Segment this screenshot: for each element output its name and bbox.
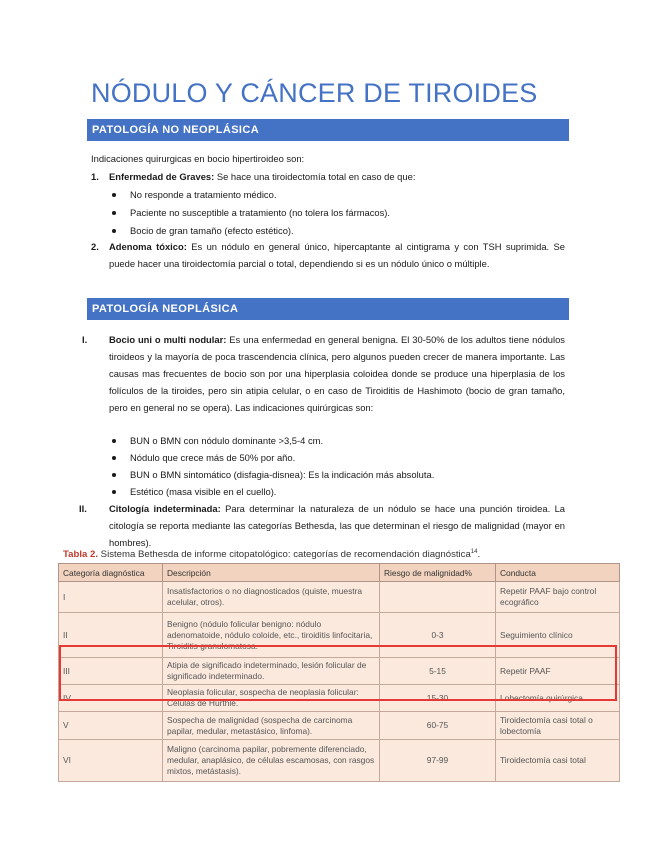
list-item-graves: Enfermedad de Graves: Se hace una tiroidectomía total en caso de que: bbox=[109, 171, 416, 182]
column-header: Riesgo de malignidad% bbox=[380, 564, 496, 582]
column-header: Conducta bbox=[496, 564, 620, 582]
column-header: Categoría diagnóstica bbox=[59, 564, 163, 582]
section-header-no-neoplasica: PATOLOGÍA NO NEOPLÁSICA bbox=[87, 119, 569, 141]
table-cell: IV bbox=[59, 685, 163, 712]
bullet-icon bbox=[112, 490, 116, 494]
table-cell: Tiroidectomía casi total bbox=[496, 740, 620, 782]
list-item: Estético (masa visible en el cuello). bbox=[130, 486, 277, 497]
table-cell: III bbox=[59, 658, 163, 685]
table-cell: Lobectomía quirúrgica bbox=[496, 685, 620, 712]
bullet-icon bbox=[112, 439, 116, 443]
page-title: NÓDULO Y CÁNCER DE TIROIDES bbox=[91, 78, 538, 108]
table-cell: Sospecha de malignidad (sospecha de carcinoma papilar, medular, metastásico, linfoma). bbox=[163, 712, 380, 740]
intro-text: Indicaciones quirurgicas en bocio hipertiroideo son: bbox=[91, 153, 305, 164]
table-cell: 97-99 bbox=[380, 740, 496, 782]
bullet-icon bbox=[112, 211, 116, 215]
table-cell: Maligno (carcinoma papilar, pobremente diferenciado, medular, anaplásico, de células escamosas, con rasgos mixtos, metástasis). bbox=[163, 740, 380, 782]
table-cell: Seguimiento clínico bbox=[496, 613, 620, 658]
list-item: BUN o BMN con nódulo dominante >3,5-4 cm. bbox=[130, 435, 324, 446]
table-cell: V bbox=[59, 712, 163, 740]
list-number: II. bbox=[79, 503, 87, 514]
column-header: Descripción bbox=[163, 564, 380, 582]
list-number: I. bbox=[82, 334, 88, 345]
table-cell: Neoplasia folicular, sospecha de neoplasia folicular: Células de Hürthle. bbox=[163, 685, 380, 712]
list-item: Nódulo que crece más de 50% por año. bbox=[130, 452, 296, 463]
list-item: BUN o BMN sintomático (disfagia-disnea): Es la indicación más absoluta. bbox=[130, 469, 435, 480]
table-cell: 15-30 bbox=[380, 685, 496, 712]
table-cell: Insatisfactorios o no diagnosticados (quiste, muestra acelular, otros). bbox=[163, 582, 380, 613]
bullet-icon bbox=[112, 229, 116, 233]
list-item: Bocio de gran tamaño (efecto estético). bbox=[130, 225, 294, 236]
table-cell: 5-15 bbox=[380, 658, 496, 685]
list-item: Paciente no susceptible a tratamiento (no tolera los fármacos). bbox=[130, 207, 391, 218]
list-item-citologia: Citología indeterminada: Para determinar la naturaleza de un nódulo se hace una punción tiroidea. La citología se reporta mediante las categorías Bethesda, las que determinan el riesgo de malignidad (mayor en hombres). bbox=[109, 503, 565, 548]
table-cell: II bbox=[59, 613, 163, 658]
bullet-icon bbox=[112, 473, 116, 477]
table-cell: 60-75 bbox=[380, 712, 496, 740]
list-number: 2. bbox=[91, 241, 99, 252]
table-caption: Tabla 2. Sistema Bethesda de informe citopatológico: categorías de recomendación diagnóstica$^{14}$. bbox=[63, 549, 481, 561]
highlight-box bbox=[59, 645, 617, 701]
table-cell: Repetir PAAF bbox=[496, 658, 620, 685]
table-cell: Benigno (nódulo folicular benigno: nódulo adenomatoide, nódulo coloide, etc., tiroiditis linfocitaria, Tiroiditis granulomatosa. bbox=[163, 613, 380, 658]
table-row bbox=[59, 740, 620, 782]
table-cell: I bbox=[59, 582, 163, 613]
table-row bbox=[59, 712, 620, 740]
table-cell bbox=[380, 582, 496, 613]
table-header-row bbox=[59, 564, 620, 582]
list-item-adenoma: Adenoma tóxico: Es un nódulo en general único, hipercaptante al cintigrama y con TSH suprimida. Se puede hacer una tiroidectomía parcial o total, dependiendo si es un nódulo único o múltiple. bbox=[109, 241, 565, 269]
list-item: No responde a tratamiento médico. bbox=[130, 189, 277, 200]
table-cell: Repetir PAAF bajo control ecográfico bbox=[496, 582, 620, 613]
table-cell: Atipia de significado indeterminado, lesión folicular de significado indeterminado. bbox=[163, 658, 380, 685]
table-row bbox=[59, 582, 620, 613]
bullet-icon bbox=[112, 456, 116, 460]
table-cell: Tiroidectomía casi total o lobectomía bbox=[496, 712, 620, 740]
list-number: 1. bbox=[91, 171, 99, 182]
list-item-bocio: Bocio uni o multi nodular: Es una enfermedad en general benigna. El 30-50% de los adultos tiene nódulos tiroideos y la mayoría de poca trascendencia clínica, pero algunos pueden crecer de manera importante. Las causas mas frecuentes de bocio son por una hiperplasia coloidea donde se produce una hiperplasia de los folículos de la tiroides, pero sin atipia celular, o en caso de Tiroiditis de Hashimoto (bocio de gran tamaño, pero en general no se opera). Las indicaciones quirúrgicas son: bbox=[109, 334, 565, 413]
bullet-icon bbox=[112, 193, 116, 197]
section-header-neoplasica: PATOLOGÍA NEOPLÁSICA bbox=[87, 298, 569, 320]
table-cell: 0-3 bbox=[380, 613, 496, 658]
table-cell: VI bbox=[59, 740, 163, 782]
